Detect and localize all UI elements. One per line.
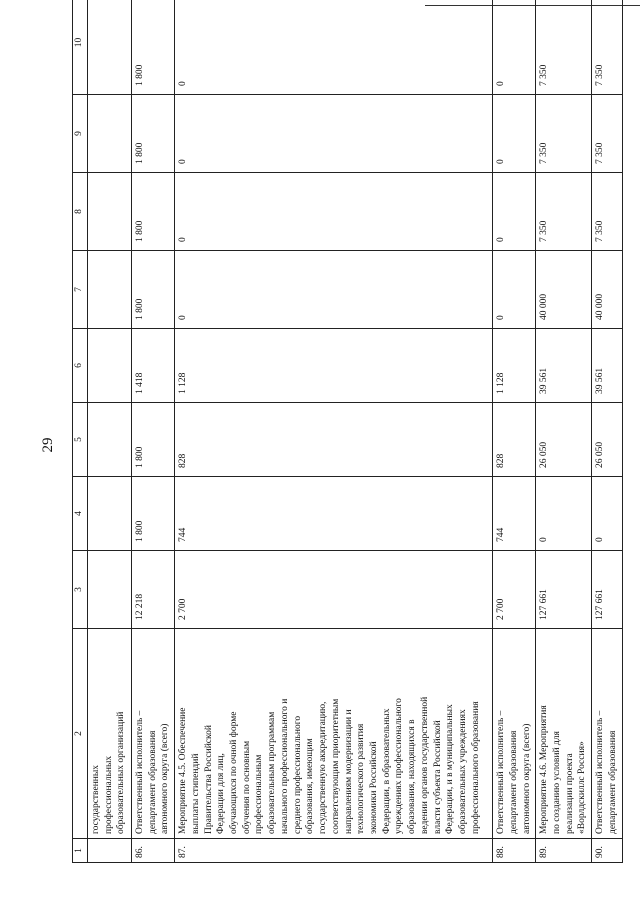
table-cell: 1 128 <box>175 329 493 403</box>
column-header: 7 <box>73 251 88 329</box>
table-cell: 7 350 <box>592 173 622 251</box>
row-description: Мероприятие 4.6. Мероприятия по созданию условий для реализации проекта «Ворлдскиллс Россия» <box>536 629 592 839</box>
table-row <box>536 0 592 863</box>
row-description: государственных профессиональных образовательных организаций <box>88 629 132 839</box>
table-cell: 1 800 <box>132 251 175 329</box>
table-cell: 1 800 <box>132 403 175 477</box>
table-row <box>592 0 622 863</box>
column-header: 4 <box>73 477 88 551</box>
table-row-continuation <box>88 0 132 863</box>
table-cell: 1 128 <box>493 329 536 403</box>
row-description: Мероприятие 4.5. Обеспечение выплаты стипендий Правительства Российской Федерации для лиц, обучающихся по очной форме обучения по основным профессиональным образовательным программам начального профессионального и среднего профессионального образования, имеющим государственную аккредитацию, соответствующим приоритетным направлениям модернизации и технологического развития экономики Российской Федерации, в образовательных учреждениях профессионального образования, находящихся в ведении органов государственной власти субъекта Российской Федерации, и в муниципальных образовательных учреждениях профессионального образования <box>175 629 493 839</box>
page-number: 29 <box>40 437 56 453</box>
table-cell: 0 <box>493 173 536 251</box>
column-header: 9 <box>73 95 88 173</box>
row-number: 90. <box>592 839 622 863</box>
column-header: 1 <box>73 839 88 863</box>
table-cell: 7 350 <box>536 95 592 173</box>
row-number: 89. <box>536 839 592 863</box>
column-number-row <box>73 0 88 863</box>
table-cell: 7 350 <box>592 0 622 95</box>
table-cell: 1 800 <box>132 477 175 551</box>
table-cell: 26 050 <box>536 403 592 477</box>
table-cell: 7 350 <box>536 173 592 251</box>
table-cell: 7 350 <box>536 0 592 95</box>
table-cell: 40 000 <box>536 251 592 329</box>
column-header: 8 <box>73 173 88 251</box>
table-cell: 39 561 <box>592 329 622 403</box>
table-cell: 127 661 <box>592 551 622 629</box>
table-cell: 1 800 <box>132 0 175 95</box>
table-cell: 7 350 <box>592 95 622 173</box>
row-number: 88. <box>493 839 536 863</box>
column-header: 2 <box>73 629 88 839</box>
table-cell: 1 800 <box>132 173 175 251</box>
table-cell: 0 <box>493 251 536 329</box>
table-cell: 40 000 <box>592 251 622 329</box>
table-cell: 1 418 <box>132 329 175 403</box>
table-cell: 744 <box>175 477 493 551</box>
table-cell: 0 <box>175 0 493 95</box>
table-cell: 0 <box>592 477 622 551</box>
row-number <box>88 839 132 863</box>
row-number: 86. <box>132 839 175 863</box>
table-cell: 1 800 <box>132 95 175 173</box>
table-cell: 39 561 <box>536 329 592 403</box>
table-cell: 0 <box>493 95 536 173</box>
row-number: 87. <box>175 839 493 863</box>
table-cell: 2 700 <box>175 551 493 629</box>
table-cell: 127 661 <box>536 551 592 629</box>
budget-table <box>72 0 623 863</box>
table-cell: 0 <box>536 477 592 551</box>
table-cell: 744 <box>493 477 536 551</box>
row-description: Ответственный исполнитель – департамент образования <box>592 629 622 839</box>
row-description: Ответственный исполнитель – департамент образования автономного округа (всего) <box>493 629 536 839</box>
column-header: 10 <box>73 0 88 95</box>
table-row <box>493 0 536 863</box>
row-description: Ответственный исполнитель – департамент образования автономного округа (всего) <box>132 629 175 839</box>
table-cell: 0 <box>493 0 536 95</box>
table-cell: 828 <box>493 403 536 477</box>
table-cell: 0 <box>175 95 493 173</box>
table-cell: 26 050 <box>592 403 622 477</box>
table-cell: 0 <box>175 251 493 329</box>
column-header: 6 <box>73 329 88 403</box>
column-header: 5 <box>73 403 88 477</box>
table-cell: 828 <box>175 403 493 477</box>
table-cell: 12 218 <box>132 551 175 629</box>
table-cell: 2 700 <box>493 551 536 629</box>
table-row <box>175 0 493 863</box>
column-header: 3 <box>73 551 88 629</box>
table-cell: 0 <box>175 173 493 251</box>
table-row <box>132 0 175 863</box>
